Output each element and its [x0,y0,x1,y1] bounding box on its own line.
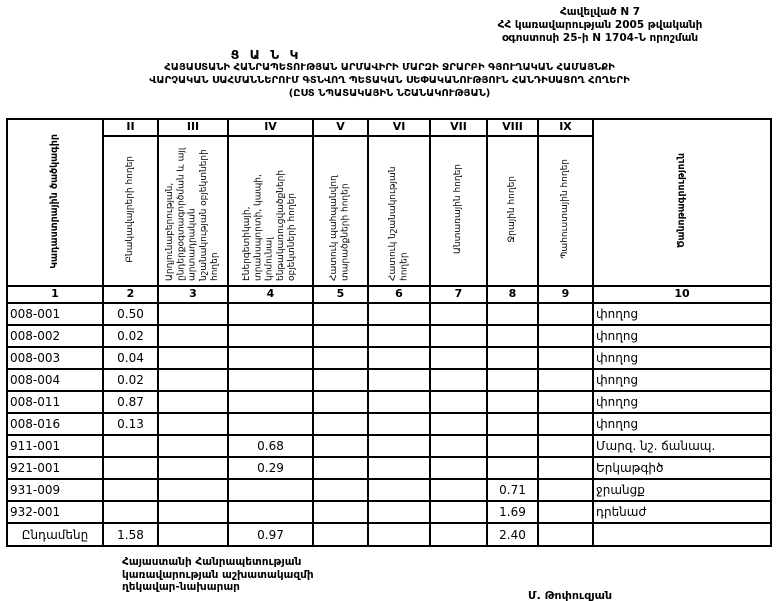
header-special-purpose-lands [368,136,430,286]
cell-value [158,369,228,391]
header-label: Ջրային հողեր [506,175,517,243]
table-row [7,479,771,501]
cell-value [103,435,158,457]
column-number: 5 [313,286,368,303]
table-row [7,369,771,391]
header-forest-lands [430,136,487,286]
cell-value [228,479,313,501]
cell-value: 0.50 [103,303,158,325]
table-row [7,501,771,523]
header-label: Ծանոթագրություն [676,153,688,249]
roman-numeral: VIII [487,119,538,136]
document-subtitle [0,61,779,101]
cell-value [228,325,313,347]
cell-value [313,435,368,457]
cell-value [430,391,487,413]
cell-value [313,391,368,413]
cell-value [430,347,487,369]
cell-value [313,325,368,347]
cell-code: 008-001 [7,303,103,325]
header-label: Հատուկ նշանակության հողեր [387,166,409,281]
cell-value [158,325,228,347]
cell-value [313,479,368,501]
cell-value [228,413,313,435]
cell-code: 921-001 [7,457,103,479]
cell-value: 0.29 [228,457,313,479]
footer-signatory [122,556,314,594]
appendix-line: օգոստոսի 25-ի N 1704-Ն որոշման [501,32,699,45]
cell-value [487,391,538,413]
cell-value [538,303,593,325]
cell-value [313,413,368,435]
roman-numeral: IX [538,119,593,136]
total-value [368,523,430,546]
total-value: 0.97 [228,523,313,546]
cell-note: փողոց [593,391,771,413]
cell-value [430,413,487,435]
signatory-line: ղեկավար-նախարար [122,581,240,594]
cell-value [158,479,228,501]
roman-numeral: VI [368,119,430,136]
total-value [430,523,487,546]
cell-value [313,347,368,369]
cell-value [103,501,158,523]
column-number: 4 [228,286,313,303]
roman-numeral: VII [430,119,487,136]
cell-value [430,325,487,347]
cell-value [538,369,593,391]
signature-name: Մ. Թոփուզյան [528,589,613,601]
cell-value [430,435,487,457]
subtitle-line: (ԸՍՏ ՆՊԱՏԱԿԱՅԻՆ ՆՇԱՆԱԿՈՒԹՅԱՆ) [288,88,491,100]
cell-value [538,457,593,479]
total-value: 1.58 [103,523,158,546]
cell-value [538,501,593,523]
document-title: Ց Ա Ն Կ [230,47,302,62]
cell-value: 0.13 [103,413,158,435]
header-label: Արդյունաբերության, ընդերքօգտագործման և այլ արտադրական նշանակության օբյեկտների հողեր [164,147,220,281]
subtitle-line: ՎԱՐՉԱԿԱՆ ՍԱՀՄԱՆՆԵՐՈՒՄ ԳՏՆՎՈՂ ՊԵՏԱԿԱՆ ՍԵՓԱԿԱՆՈՒԹՅՈՒՆ ՀԱՆԴԻՍԱՑՈՂ ՀՈՂԵՐԻ [149,75,630,87]
total-value [538,523,593,546]
cell-value [487,435,538,457]
cell-note: փողոց [593,347,771,369]
roman-numeral: V [313,119,368,136]
table-row [7,347,771,369]
cell-value [538,347,593,369]
cell-value [368,347,430,369]
cell-value [487,347,538,369]
cell-code: 008-003 [7,347,103,369]
table-row [7,413,771,435]
roman-numeral-row [7,119,771,136]
cell-value [430,457,487,479]
cell-value [368,435,430,457]
cell-code: 931-009 [7,479,103,501]
cell-note: Մարզ. նշ. ճանապ. [593,435,771,457]
header-label: Անտառային հողեր [452,164,463,254]
table-row [7,391,771,413]
cell-value [487,457,538,479]
cell-value [368,303,430,325]
cell-value [538,479,593,501]
cell-value [228,369,313,391]
header-protected-lands [313,136,368,286]
cell-value [430,303,487,325]
cell-value [368,479,430,501]
column-number: 7 [430,286,487,303]
cell-value [538,391,593,413]
cell-value [158,391,228,413]
cell-value [313,501,368,523]
cell-value [228,391,313,413]
cell-value [228,303,313,325]
cell-value [368,325,430,347]
cell-code: 008-004 [7,369,103,391]
column-number: 9 [538,286,593,303]
header-settlement-lands [103,136,158,286]
total-value [158,523,228,546]
cell-value [430,501,487,523]
cell-value: 0.68 [228,435,313,457]
cell-value [538,435,593,457]
total-value [313,523,368,546]
cell-value [158,501,228,523]
header-label: Պահուստային հողեր [559,159,570,259]
cell-code: 008-011 [7,391,103,413]
table-row [7,457,771,479]
cell-value [158,457,228,479]
signatory-line: Հայաստանի Հանրապետության [122,556,302,568]
cell-value: 1.69 [487,501,538,523]
roman-numeral: IV [228,119,313,136]
column-number: 6 [368,286,430,303]
cell-code: 008-002 [7,325,103,347]
appendix-line: ՀՀ կառավարության 2005 թվականի [497,19,703,32]
cell-value [538,413,593,435]
column-number: 1 [7,286,103,303]
table-row [7,303,771,325]
cell-value: 0.02 [103,325,158,347]
roman-numeral: III [158,119,228,136]
cell-note: դրենաժ [593,501,771,523]
cell-value [487,369,538,391]
header-energy-transport-lands [228,136,313,286]
cell-value [430,479,487,501]
cell-value [103,457,158,479]
cell-note: փողոց [593,413,771,435]
total-note [593,523,771,546]
table-row [7,325,771,347]
cell-code: 932-001 [7,501,103,523]
cell-note: փողոց [593,369,771,391]
header-water-lands [487,136,538,286]
cell-value [368,457,430,479]
cell-value: 0.02 [103,369,158,391]
cell-note: փողոց [593,325,771,347]
header-label: Բնակավայրերի հողեր [124,155,135,263]
cell-value [158,435,228,457]
cell-value: 0.87 [103,391,158,413]
cell-value: 0.04 [103,347,158,369]
total-row [7,523,771,546]
cell-value [487,325,538,347]
cell-value [430,369,487,391]
cell-value [368,369,430,391]
cell-note: Երկաթգիծ [593,457,771,479]
column-number: 8 [487,286,538,303]
total-label: Ընդամենը [7,523,103,546]
cell-value [158,347,228,369]
header-industrial-lands [158,136,228,286]
column-number-row [7,286,771,303]
header-label: Էներգետիկայի, տրանսպորտի, կապի, կոմունալ ենթակառուցվածքների օբյեկտների հողեր [242,169,298,281]
cell-value [487,303,538,325]
cell-value [368,501,430,523]
header-note-column [593,119,771,286]
cell-value [538,325,593,347]
column-number: 10 [593,286,771,303]
appendix-line: Հավելված N 7 [559,6,641,18]
cell-value [103,479,158,501]
total-value: 2.40 [487,523,538,546]
header-label: Հատուկ պահպանվող տարածքների հողեր [329,175,351,281]
cell-value [487,413,538,435]
cell-value: 0.71 [487,479,538,501]
cell-code: 911-001 [7,435,103,457]
cell-code: 008-016 [7,413,103,435]
cell-value [368,413,430,435]
column-number: 3 [158,286,228,303]
header-reserve-lands [538,136,593,286]
land-list-table [6,118,772,547]
header-cadastral-code [7,119,103,286]
column-number: 2 [103,286,158,303]
header-label: Կադաստրային ծածկագիր [49,133,61,269]
table-row [7,435,771,457]
roman-numeral: II [103,119,158,136]
cell-value [368,391,430,413]
cell-note: ջրանցք [593,479,771,501]
cell-note: փողոց [593,303,771,325]
cell-value [313,369,368,391]
subtitle-line: ՀԱՅԱՍՏԱՆԻ ՀԱՆՐԱՊԵՏՈՒԹՅԱՆ ԱՐՄԱՎԻՐԻ ՄԱՐԶԻ ՋՐԱՐԲԻ ԳՅՈՒՂԱԿԱՆ ՀԱՄԱՅՆՔԻ [164,62,615,73]
cell-value [228,501,313,523]
cell-value [313,303,368,325]
cell-value [158,303,228,325]
cell-value [158,413,228,435]
appendix-note [440,6,760,45]
signatory-line: կառավարության աշխատակազմի [122,568,314,581]
cell-value [228,347,313,369]
cell-value [313,457,368,479]
